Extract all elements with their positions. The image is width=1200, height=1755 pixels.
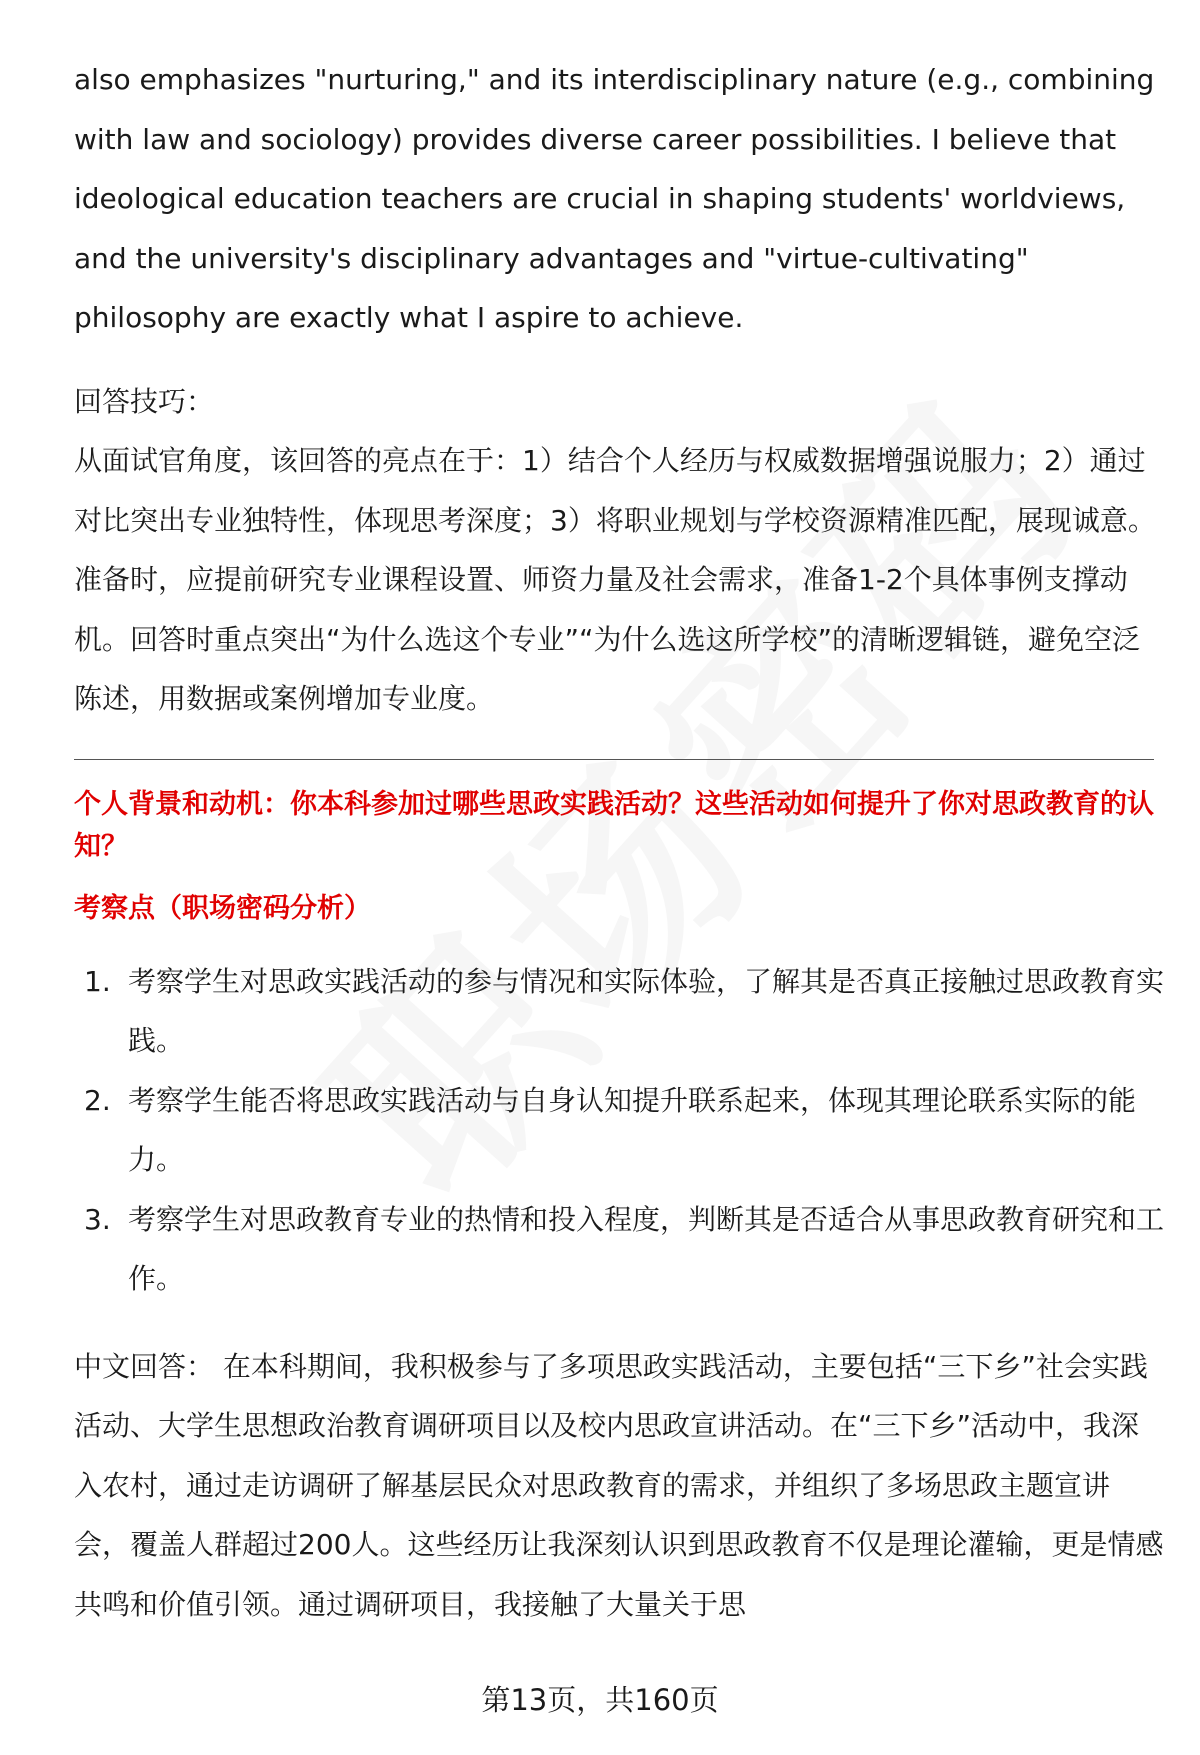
list-number: 3. [84, 1202, 111, 1236]
document-page [74, 50, 1164, 1634]
question-heading: 个人背景和动机：你本科参加过哪些思政实践活动？这些活动如何提升了你对思政教育的认知？ [74, 788, 1154, 862]
list-item [74, 1190, 1164, 1309]
intro-paragraph: also emphasizes "nurturing," and its interdisciplinary nature (e.g., combining with law and sociology) provides diverse career possibilities. I believe that ideological education teachers are crucial in shaping students' worldviews, and the university's disciplinary advantages and "virtue-cultivating" philosophy are exactly what I aspire to achieve. [74, 63, 1155, 334]
page-number-footer: 第13页，共160页 [481, 1683, 719, 1717]
section-divider [74, 759, 1154, 760]
list-item-text: 考察学生对思政实践活动的参与情况和实际体验，了解其是否真正接触过思政教育实践。 [128, 964, 1165, 1057]
list-item-text: 考察学生能否将思政实践活动与自身认知提升联系起来，体现其理论联系实际的能力。 [128, 1083, 1137, 1176]
list-item [74, 1071, 1164, 1190]
chinese-answer-paragraph: 中文回答： 在本科期间，我积极参与了多项思政实践活动，主要包括“三下乡”社会实践活动、大学生思想政治教育调研项目以及校内思政宣讲活动。在“三下乡”活动中，我深入农村，通过走访调研了解基层民众对思政教育的需求，并组织了多场思政主题宣讲会，覆盖人群超过200人。这些经历让我深刻认识到思政教育不仅是理论灌输，更是情感共鸣和价值引领。通过调研项目，我接触了大量关于思 [74, 1349, 1164, 1621]
list-number: 2. [84, 1083, 111, 1117]
tips-label: 回答技巧： [74, 384, 215, 418]
list-item [74, 952, 1164, 1071]
tips-paragraph: 从面试官角度，该回答的亮点在于：1）结合个人经历与权威数据增强说服力；2）通过对比突出专业独特性，体现思考深度；3）将职业规划与学校资源精准匹配，展现诚意。准备时，应提前研究专业课程设置、师资力量及社会需求，准备1-2个具体事例支撑动机。回答时重点突出“为什么选这个专业”“为什么选这所学校”的清晰逻辑链，避免空泛陈述，用数据或案例增加专业度。 [74, 444, 1156, 715]
list-number: 1. [84, 964, 111, 998]
points-heading: 考察点（职场密码分析） [74, 892, 371, 924]
list-item-text: 考察学生对思政教育专业的热情和投入程度，判断其是否适合从事思政教育研究和工作。 [128, 1202, 1165, 1295]
points-list [74, 952, 1164, 1309]
